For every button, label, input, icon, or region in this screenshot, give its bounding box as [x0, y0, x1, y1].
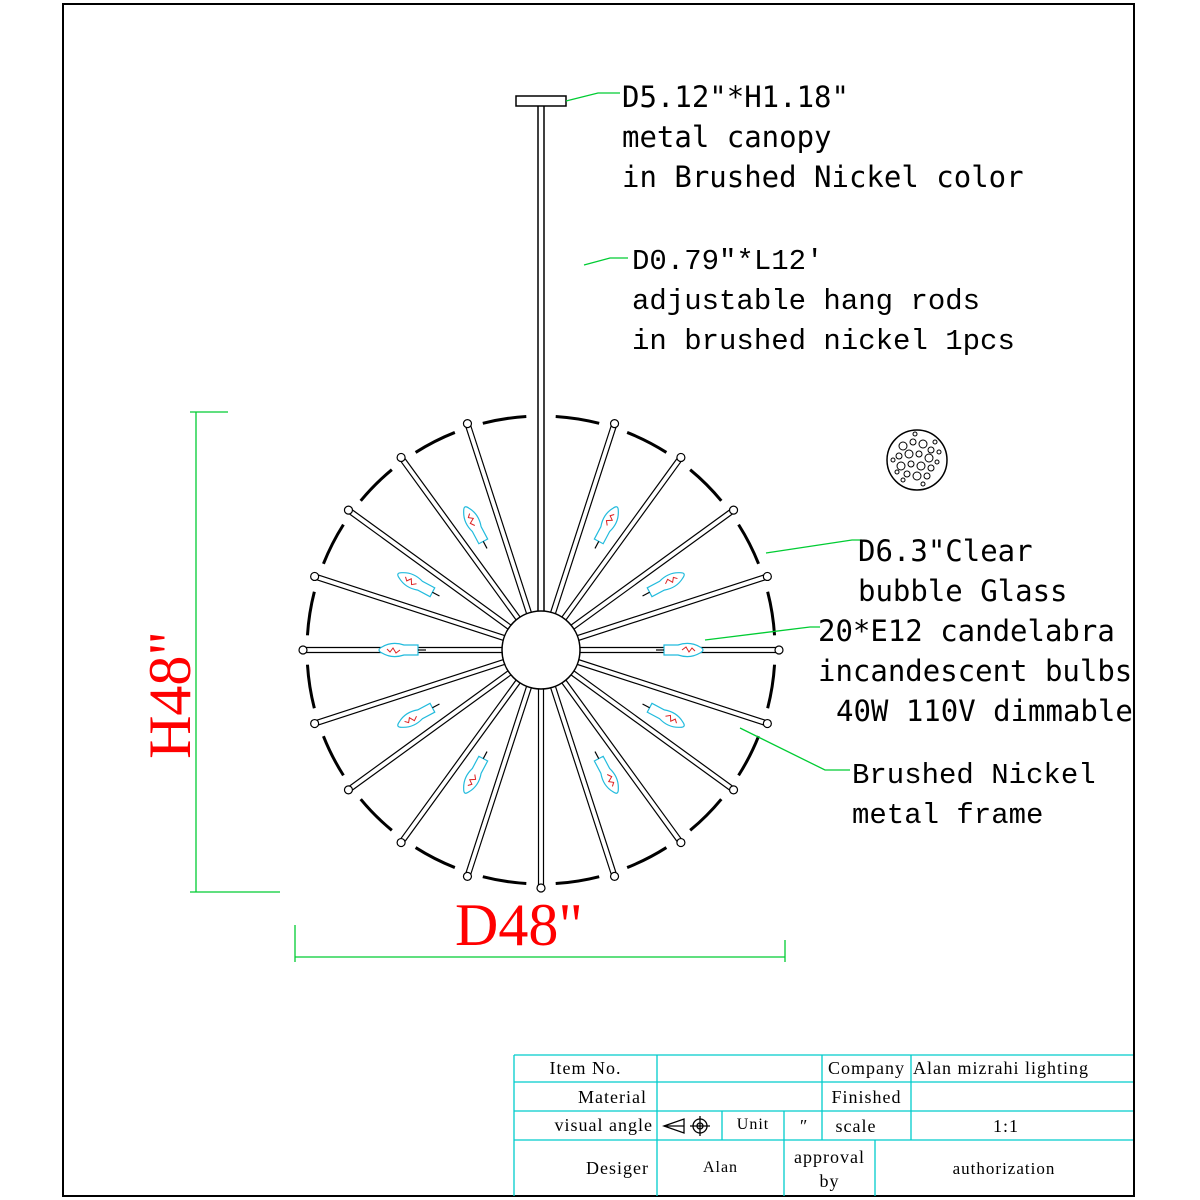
rim-segment	[307, 592, 314, 636]
glass-type: bubble Glass	[858, 574, 1068, 608]
arm-tip	[611, 420, 619, 428]
bulbs-rating: 40W 110V dimmable	[836, 694, 1133, 728]
arm-tip	[344, 506, 352, 514]
rim-segment	[361, 470, 392, 501]
bulbs-count: 20*E12 candelabra	[818, 614, 1115, 648]
rim-segment	[739, 525, 759, 564]
rim-segment	[627, 848, 666, 868]
item-no-label: Item No.	[549, 1058, 622, 1078]
arm-tip	[311, 720, 319, 728]
rim-segment	[307, 665, 314, 709]
diameter-label: D48"	[455, 892, 583, 958]
rod-description: adjustable hang rods	[632, 285, 981, 318]
bulb-icon	[639, 698, 687, 732]
bulb-icon	[656, 643, 703, 656]
company-label: Company	[828, 1058, 905, 1078]
arm-tip	[677, 453, 685, 461]
rim-segment	[323, 736, 343, 775]
canopy-material: metal canopy	[622, 120, 832, 154]
scale-value: 1:1	[992, 1116, 1019, 1136]
arm-tip	[299, 646, 307, 654]
glass-callout	[858, 531, 1068, 611]
authorization-label: authorization	[952, 1159, 1056, 1178]
bulb-icon	[459, 748, 493, 796]
arm-tip	[677, 839, 685, 847]
designer-label: Desiger	[586, 1158, 649, 1178]
rim-segment	[416, 848, 455, 868]
rod-spec: D0.79"*L12'	[632, 245, 824, 278]
arm-tip	[763, 720, 771, 728]
rod-callout	[632, 242, 1015, 362]
glass-leader	[766, 540, 862, 553]
frame-callout	[852, 756, 1096, 836]
canopy-spec: D5.12"*H1.18"	[622, 80, 849, 114]
bulb-icon	[395, 568, 443, 602]
frame-finish: Brushed Nickel	[852, 759, 1096, 792]
bulbs-leader	[705, 627, 820, 640]
bubble-glass-icon	[887, 430, 947, 490]
height-dimension	[190, 412, 280, 892]
bulb-icon	[395, 698, 443, 732]
rim-segment	[483, 416, 527, 423]
scale-label: scale	[835, 1116, 877, 1136]
rim-segment	[361, 799, 392, 830]
arm-tip	[775, 646, 783, 654]
arm-tip	[763, 572, 771, 580]
rim-segment	[556, 416, 600, 423]
visual-angle-label: visual angle	[554, 1115, 653, 1135]
approval-label: approval by	[794, 1147, 865, 1191]
rim-segment	[627, 432, 666, 452]
designer-value: Alan	[702, 1159, 739, 1176]
bulbs-type: incandescent bulbs	[818, 654, 1133, 688]
rim-segment	[690, 799, 721, 830]
unit-value: ″	[798, 1116, 808, 1136]
rod-leader	[584, 258, 628, 265]
bulb-icon	[639, 568, 687, 602]
frame-leader	[740, 728, 850, 770]
rim-segment	[323, 525, 343, 564]
arm-tip	[611, 872, 619, 880]
rim-segment	[416, 432, 455, 452]
canopy-leader	[566, 93, 620, 101]
arm-tip	[730, 786, 738, 794]
bulbs-callout	[818, 611, 1133, 731]
bulb-icon	[589, 504, 623, 552]
arm-tip	[730, 506, 738, 514]
rim-segment	[739, 736, 759, 775]
unit-label: Unit	[736, 1116, 770, 1133]
glass-spec: D6.3"Clear	[858, 534, 1033, 568]
bulb-icon	[459, 504, 493, 552]
canopy-shape	[516, 96, 566, 106]
arm-tip	[463, 872, 471, 880]
bulb-icon	[379, 643, 426, 656]
arm-tip	[397, 839, 405, 847]
rim-segment	[768, 592, 775, 636]
central-hub	[502, 611, 580, 689]
company-value: Alan mizrahi lighting	[913, 1058, 1089, 1078]
height-label: H48"	[137, 631, 203, 759]
material-label: Material	[578, 1087, 647, 1107]
rim-segment	[690, 470, 721, 501]
arm-tip	[344, 786, 352, 794]
finished-label: Finished	[831, 1087, 902, 1107]
rim-segment	[483, 877, 527, 884]
frame-material: metal frame	[852, 799, 1044, 832]
arm-tip	[397, 453, 405, 461]
arm-tip	[463, 420, 471, 428]
arm-tip	[537, 884, 545, 892]
rim-segment	[556, 877, 600, 884]
canopy-callout	[622, 77, 1024, 197]
rim-segment	[768, 665, 775, 709]
projection-symbol-icon	[664, 1116, 710, 1136]
bulb-icon	[589, 748, 623, 796]
rod-finish: in brushed nickel 1pcs	[632, 325, 1015, 358]
arm-tip	[311, 572, 319, 580]
canopy-finish: in Brushed Nickel color	[622, 160, 1024, 194]
